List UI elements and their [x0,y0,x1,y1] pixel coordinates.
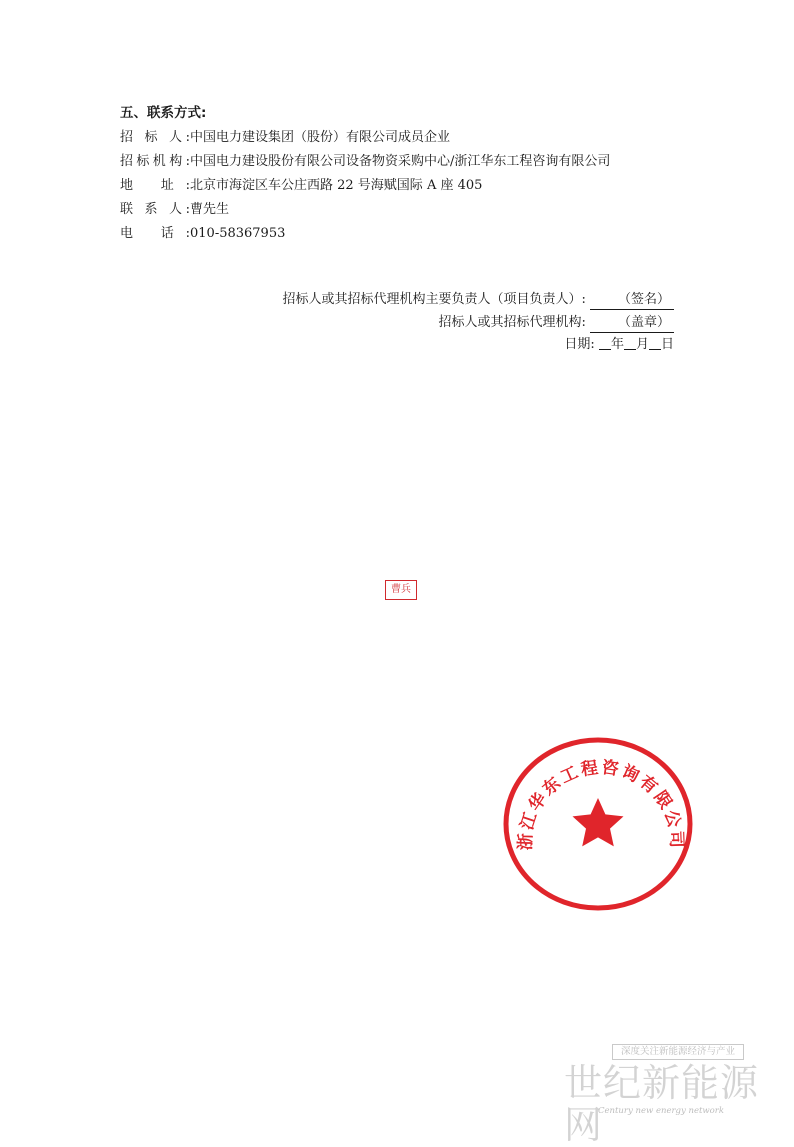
seal-blank: （盖章） [590,314,674,333]
company-seal [498,733,698,915]
seal-label: 招标人或其招标代理机构: [438,315,586,330]
watermark-brand: 世纪新能源网 [564,1061,760,1147]
signature-label: 招标人或其招标代理机构主要负责人（项目负责人）: [282,292,586,307]
contact-row-person [120,201,229,219]
personal-name-stamp: 曹兵 [385,580,417,600]
date-month: 月 [635,337,649,352]
date-year: 年 [610,337,624,352]
date-line [564,335,674,354]
contact-value: 中国电力建设股份有限公司设备物资采购中心/浙江华东工程咨询有限公司 [190,154,611,169]
contact-value: 北京市海淀区车公庄西路 22 号海赋国际 A 座 405 [190,178,483,193]
signature-line-responsible [282,291,674,310]
contact-value: 010-58367953 [190,226,286,241]
signature-line-agency [438,314,674,333]
contact-label: 招标机构: [120,154,190,169]
contact-row-tenderer [120,129,450,147]
date-day: 日 [660,337,674,352]
watermark [560,1040,794,1147]
contact-row-phone [120,225,285,243]
contact-value: 曹先生 [190,202,230,217]
signature-blank: （签名） [590,291,674,310]
seal-text: 浙江华东工程咨询有限公司 [515,757,687,851]
watermark-tagline: 深度关注新能源经济与产业 [612,1044,744,1060]
contact-label: 电 话: [120,226,190,241]
date-label: 日期: [564,337,595,352]
contact-label: 招 标 人: [120,130,190,145]
section-heading: 五、联系方式: [120,105,207,121]
star-icon [573,798,624,846]
contact-row-agency [120,153,610,171]
contact-label: 联 系 人: [120,202,190,217]
contact-label: 地 址: [120,178,190,193]
watermark-brand-en: Century new energy network [598,1106,725,1116]
contact-row-address [120,177,482,195]
contact-value: 中国电力建设集团（股份）有限公司成员企业 [190,130,451,145]
